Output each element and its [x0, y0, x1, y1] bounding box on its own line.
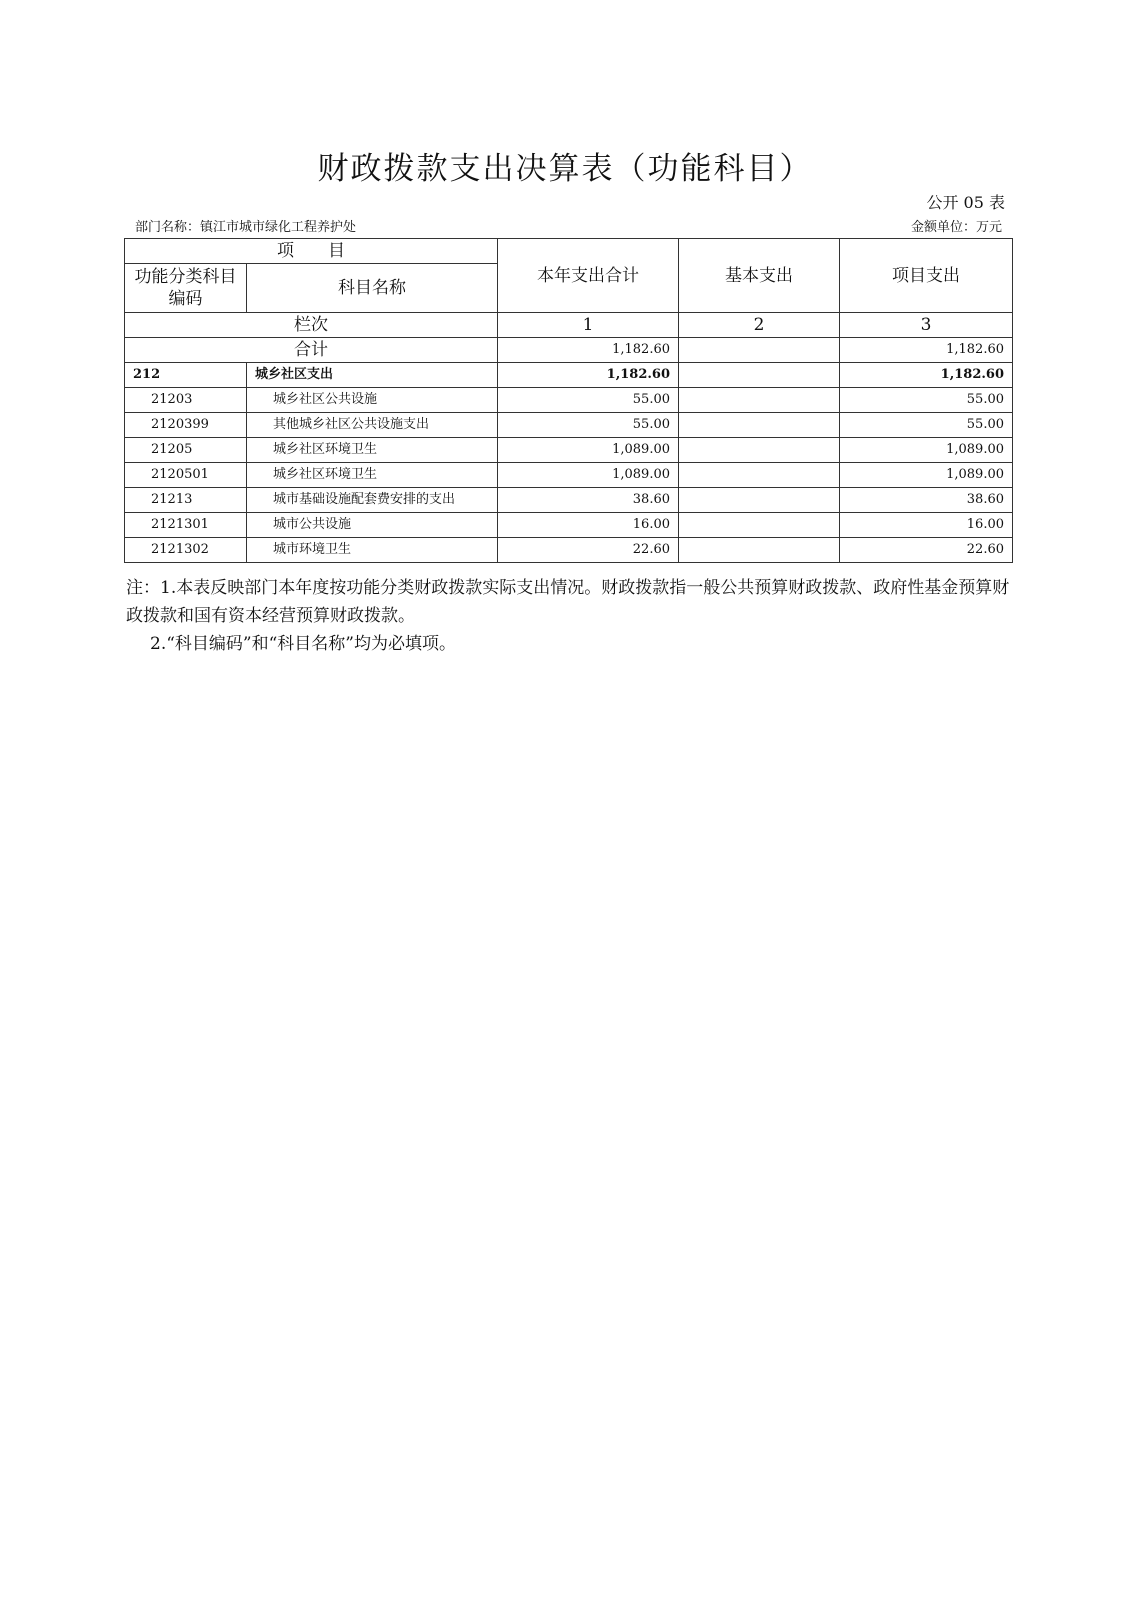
- row-basic: [679, 363, 840, 388]
- row-name: 城市环境卫生: [247, 538, 498, 563]
- row-basic: [679, 413, 840, 438]
- row-total: 55.00: [498, 388, 679, 413]
- row-name: 城乡社区公共设施: [247, 388, 498, 413]
- row-basic: [679, 388, 840, 413]
- table-notes: [126, 574, 1014, 658]
- row-code: 2121301: [125, 513, 247, 538]
- row-project: 22.60: [840, 538, 1013, 563]
- row-name: 城乡社区环境卫生: [247, 463, 498, 488]
- row-project: 1,182.60: [840, 363, 1013, 388]
- row-project: 1,089.00: [840, 438, 1013, 463]
- row-project: 16.00: [840, 513, 1013, 538]
- note-1: 注：1.本表反映部门本年度按功能分类财政拨款实际支出情况。财政拨款指一般公共预算财政拨款、政府性基金预算财政拨款和国有资本经营预算财政拨款。: [126, 578, 1010, 626]
- header-code: 功能分类科目编码: [125, 264, 247, 313]
- amount-unit: 金额单位：万元: [910, 220, 1002, 235]
- row-code: 2120399: [125, 413, 247, 438]
- row-total: 1,089.00: [498, 463, 679, 488]
- row-basic: [679, 463, 840, 488]
- row-code: 2120501: [125, 463, 247, 488]
- row-code: 21213: [125, 488, 247, 513]
- row-name: 城市公共设施: [247, 513, 498, 538]
- row-basic: [679, 488, 840, 513]
- row-project: 55.00: [840, 388, 1013, 413]
- row-name: 城乡社区支出: [247, 363, 498, 388]
- row-code: 2121302: [125, 538, 247, 563]
- row-basic: [679, 513, 840, 538]
- header-basic: 基本支出: [679, 239, 840, 313]
- table-row: [125, 388, 1013, 413]
- expenditure-table: [124, 238, 1013, 563]
- header-project: 项目支出: [840, 239, 1013, 313]
- column-index-3: 3: [840, 313, 1013, 338]
- row-code: 21203: [125, 388, 247, 413]
- table-row: [125, 413, 1013, 438]
- row-name: 城市基础设施配套费安排的支出: [247, 488, 498, 513]
- form-code: 公开 05 表: [926, 193, 1005, 212]
- header-total: 本年支出合计: [498, 239, 679, 313]
- department-name: 部门名称：镇江市城市绿化工程养护处: [135, 220, 357, 235]
- row-name: 其他城乡社区公共设施支出: [247, 413, 498, 438]
- row-project: 38.60: [840, 488, 1013, 513]
- sum-row-project: 1,182.60: [840, 338, 1013, 363]
- column-index-1: 1: [498, 313, 679, 338]
- row-total: 38.60: [498, 488, 679, 513]
- page-title: 财政拨款支出决算表（功能科目）: [317, 151, 813, 187]
- table-row: [125, 363, 1013, 388]
- row-code: 21205: [125, 438, 247, 463]
- table-row: [125, 513, 1013, 538]
- row-total: 16.00: [498, 513, 679, 538]
- table-row: [125, 463, 1013, 488]
- header-name: 科目名称: [247, 264, 498, 313]
- row-basic: [679, 538, 840, 563]
- row-basic: [679, 438, 840, 463]
- row-total: 22.60: [498, 538, 679, 563]
- row-total: 1,182.60: [498, 363, 679, 388]
- sum-row-total: 1,182.60: [498, 338, 679, 363]
- header-item: 项 目: [125, 239, 498, 264]
- table-row: [125, 488, 1013, 513]
- sum-row-label: 合计: [125, 338, 498, 363]
- row-project: 55.00: [840, 413, 1013, 438]
- note-2: 2.“科目编码”和“科目名称”均为必填项。: [150, 634, 456, 654]
- sum-row-basic: [679, 338, 840, 363]
- table-row: [125, 438, 1013, 463]
- column-index-label: 栏次: [125, 313, 498, 338]
- row-total: 1,089.00: [498, 438, 679, 463]
- row-project: 1,089.00: [840, 463, 1013, 488]
- table-row: [125, 538, 1013, 563]
- row-code: 212: [125, 363, 247, 388]
- row-name: 城乡社区环境卫生: [247, 438, 498, 463]
- column-index-2: 2: [679, 313, 840, 338]
- row-total: 55.00: [498, 413, 679, 438]
